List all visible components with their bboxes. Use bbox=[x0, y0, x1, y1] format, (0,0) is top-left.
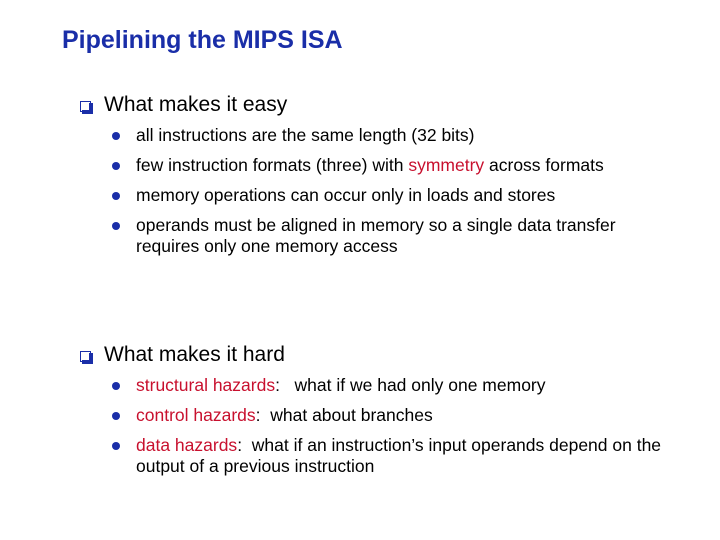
item-text: memory operations can occur only in loads and stores bbox=[136, 185, 556, 205]
item-text: : what if an instruction’s input operands depend on the output of a previous instruction bbox=[136, 435, 666, 476]
item-text: few instruction formats (three) with bbox=[136, 155, 409, 175]
section-easy bbox=[0, 91, 720, 257]
list-item bbox=[0, 125, 720, 146]
list-item bbox=[0, 375, 720, 396]
bullet-list bbox=[0, 125, 720, 257]
highlighted-term: control hazards bbox=[136, 405, 256, 425]
list-item bbox=[0, 185, 720, 206]
filled-circle-bullet-icon bbox=[112, 442, 120, 450]
item-text: : what if we had only one memory bbox=[275, 375, 546, 395]
list-item bbox=[0, 435, 720, 477]
filled-circle-bullet-icon bbox=[112, 192, 120, 200]
item-text: operands must be aligned in memory so a single data transfer requires only one memory access bbox=[136, 215, 616, 256]
hollow-square-bullet-icon bbox=[80, 101, 91, 112]
filled-circle-bullet-icon bbox=[112, 222, 120, 230]
slide-title: Pipelining the MIPS ISA bbox=[62, 26, 343, 54]
filled-circle-bullet-icon bbox=[112, 162, 120, 170]
bullet-list bbox=[0, 375, 720, 477]
item-text: across formats bbox=[484, 155, 604, 175]
filled-circle-bullet-icon bbox=[112, 382, 120, 390]
filled-circle-bullet-icon bbox=[112, 412, 120, 420]
section-heading bbox=[0, 341, 720, 369]
section-heading-text: What makes it easy bbox=[104, 93, 288, 116]
item-text: all instructions are the same length (32 bits) bbox=[136, 125, 475, 145]
list-item bbox=[0, 405, 720, 426]
highlighted-term: symmetry bbox=[408, 155, 485, 175]
highlighted-term: data hazards bbox=[136, 435, 238, 455]
hollow-square-bullet-icon bbox=[80, 351, 91, 362]
highlighted-term: structural hazards bbox=[136, 375, 276, 395]
item-text: : what about branches bbox=[255, 405, 433, 425]
section-hard bbox=[0, 341, 720, 477]
filled-circle-bullet-icon bbox=[112, 132, 120, 140]
list-item bbox=[0, 215, 720, 257]
list-item bbox=[0, 155, 720, 176]
section-heading-text: What makes it hard bbox=[104, 343, 285, 366]
section-heading bbox=[0, 91, 720, 119]
